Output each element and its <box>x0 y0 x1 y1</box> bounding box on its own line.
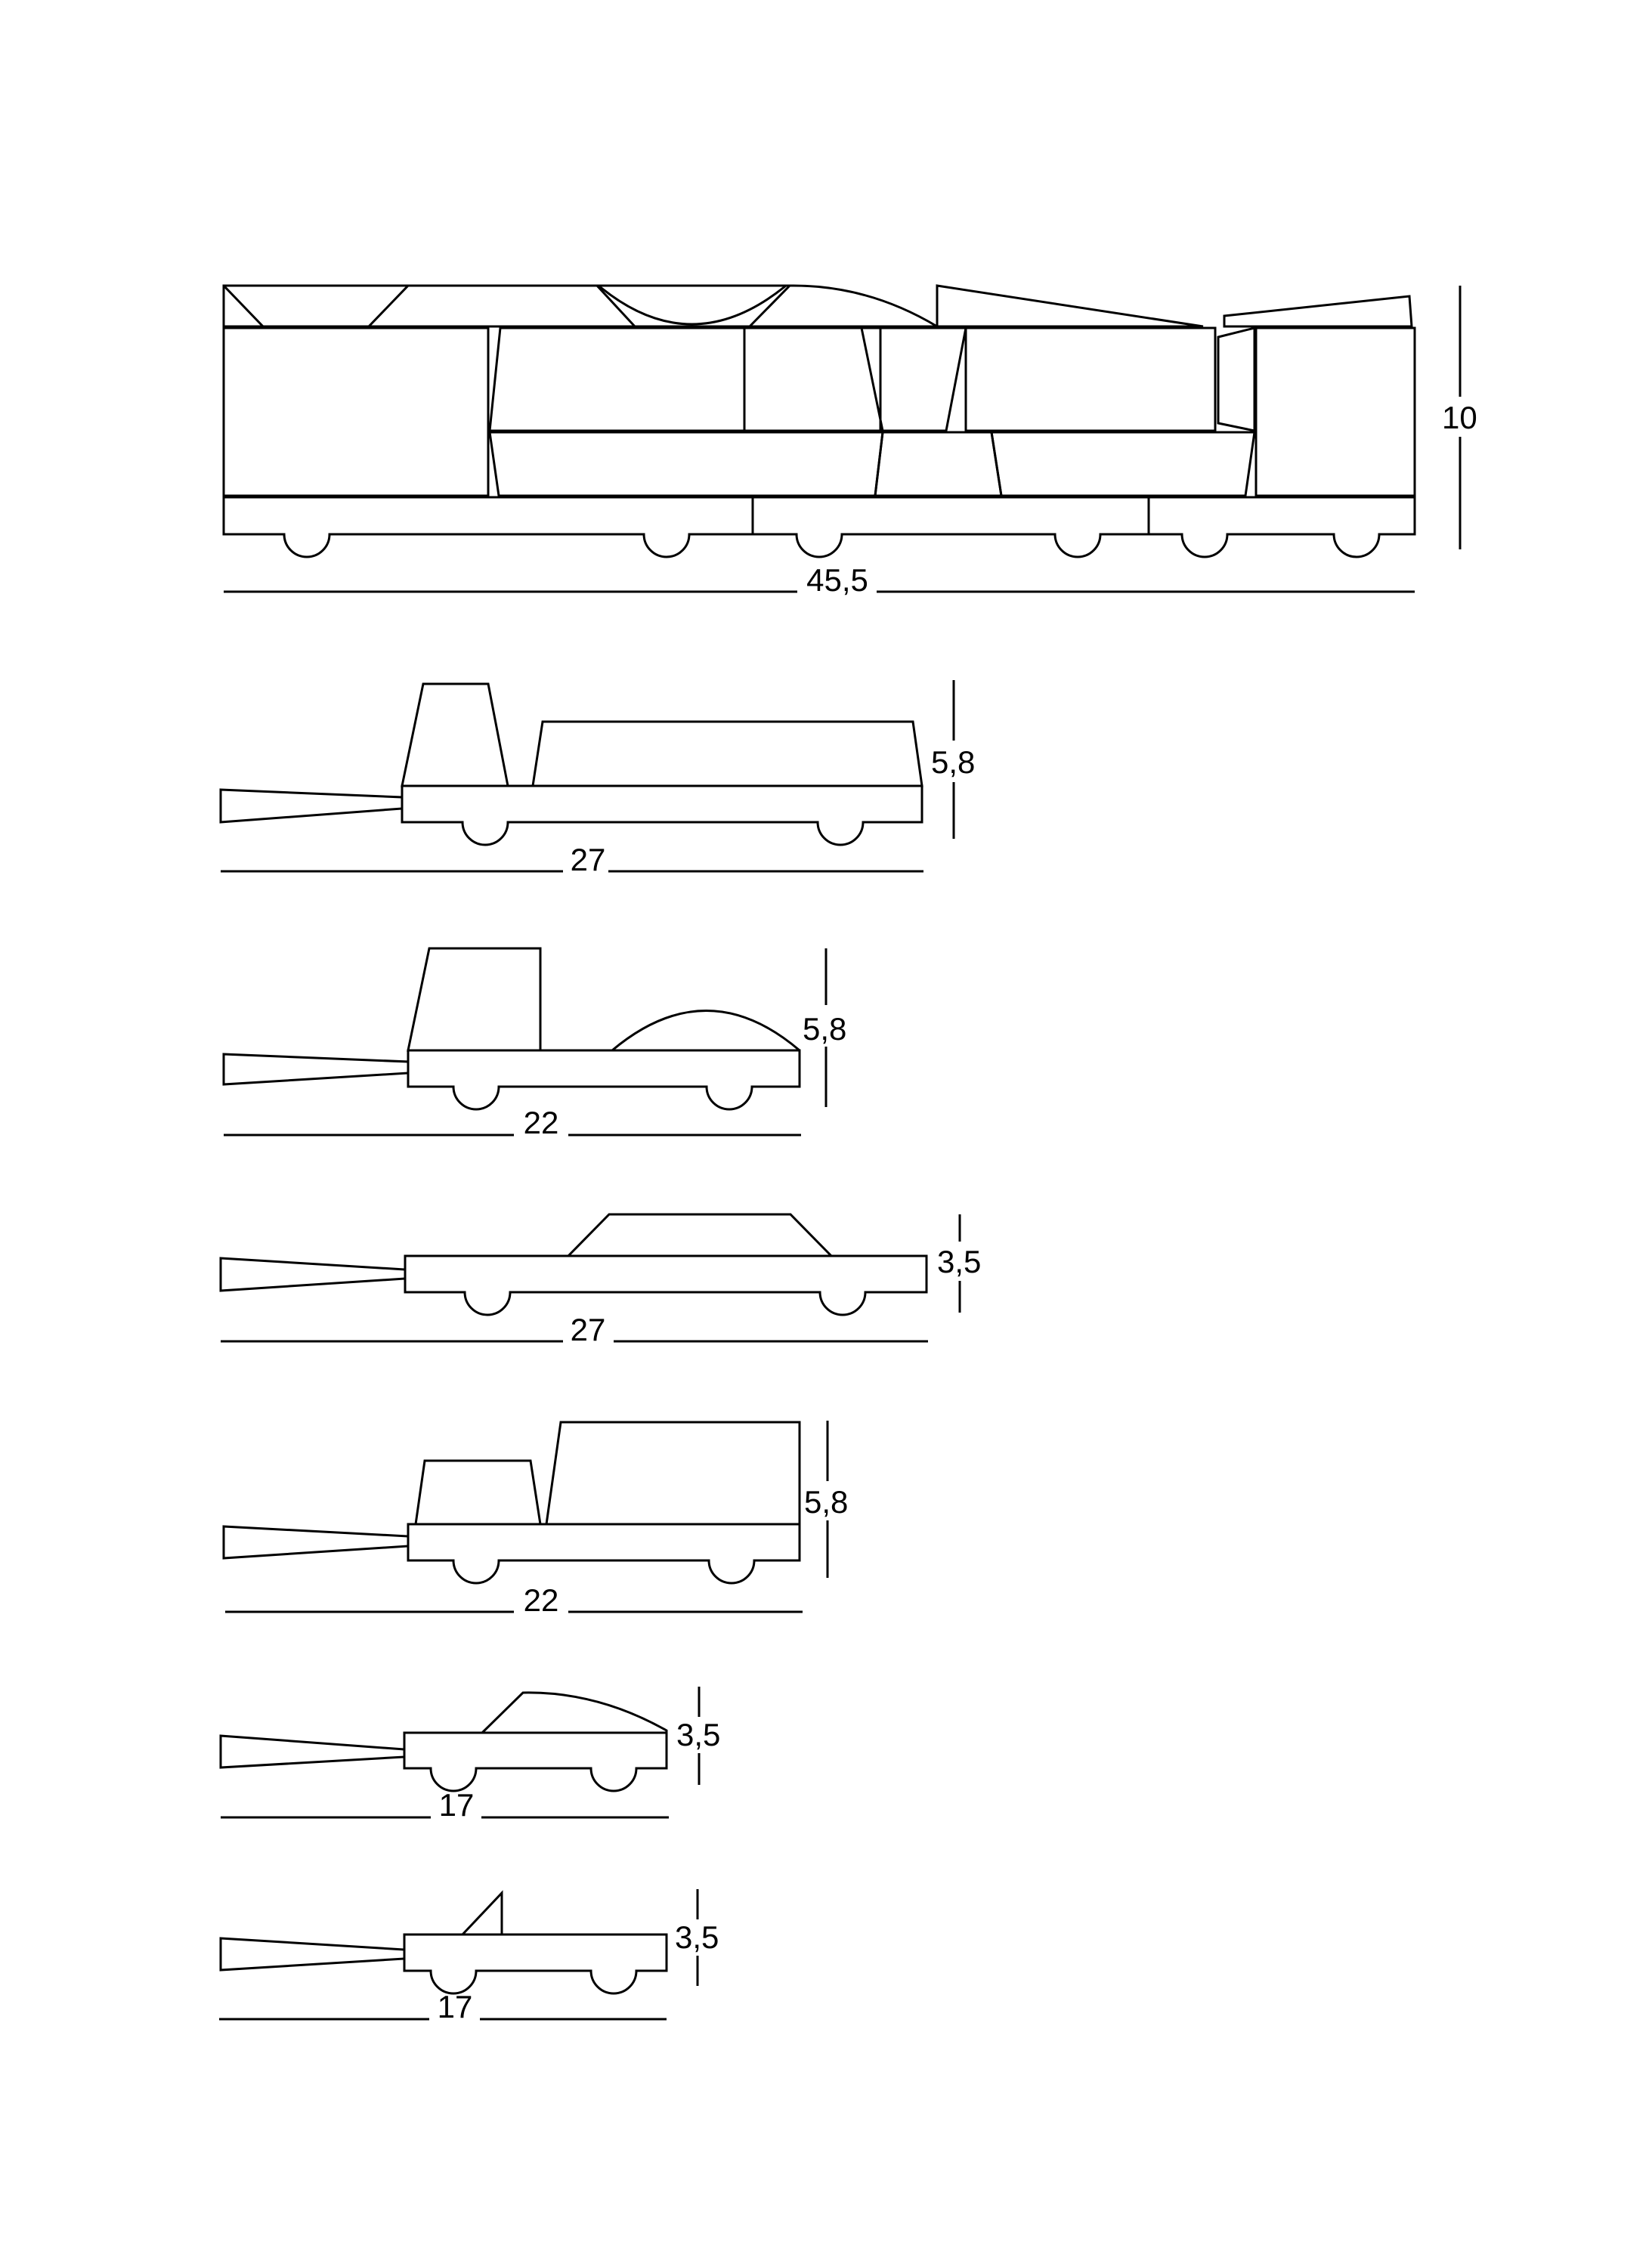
chassis <box>408 1524 800 1583</box>
block-center <box>744 328 880 431</box>
block-lower-mid <box>875 432 1001 496</box>
bottom-car-1 <box>224 497 753 557</box>
height-label: 5,8 <box>804 1484 849 1520</box>
roof <box>568 1214 831 1256</box>
length-label: 22 <box>523 1582 559 1618</box>
cabin <box>482 1693 667 1733</box>
figure-truck-box <box>224 1421 848 1618</box>
top-row-ramp-right <box>1224 296 1412 326</box>
block-lower-right <box>992 432 1254 496</box>
height-label: 5,8 <box>931 744 976 780</box>
figure-sedan <box>221 1214 981 1347</box>
bottom-car-2 <box>753 497 1149 557</box>
height-label: 3,5 <box>937 1244 982 1279</box>
figure-truck-crate <box>221 680 975 877</box>
length-label: 27 <box>570 1312 606 1347</box>
height-label: 10 <box>1442 400 1477 435</box>
tow-bar <box>221 1736 404 1768</box>
cab <box>402 684 508 786</box>
top-row-outline <box>224 286 937 326</box>
height-label: 3,5 <box>675 1919 719 1955</box>
length-label: 22 <box>523 1105 559 1140</box>
windshield <box>462 1893 502 1935</box>
block-middle-upper <box>490 328 744 431</box>
height-label: 5,8 <box>803 1011 847 1047</box>
top-row-slants <box>224 286 635 326</box>
cab <box>408 948 540 1050</box>
block-small-wedge <box>1218 328 1254 431</box>
crate <box>533 722 922 786</box>
figure-full-set <box>224 286 1477 598</box>
dome <box>612 1011 800 1051</box>
length-label: 17 <box>437 1989 473 2024</box>
chassis <box>402 786 922 845</box>
length-label: 17 <box>438 1787 475 1823</box>
tow-bar <box>224 1054 408 1084</box>
length-label: 45,5 <box>806 562 868 598</box>
block-left <box>224 328 488 496</box>
tow-bar <box>221 1938 404 1970</box>
block-trapezoid <box>862 328 966 431</box>
chassis <box>405 1256 927 1315</box>
chassis <box>404 1733 667 1791</box>
block-lower-left <box>490 432 883 496</box>
height-label: 3,5 <box>676 1717 721 1752</box>
length-label: 27 <box>570 842 606 877</box>
tow-bar <box>224 1526 408 1558</box>
block-far-right <box>1256 328 1415 496</box>
bottom-car-3 <box>1149 497 1415 557</box>
figure-convertible <box>219 1889 719 2024</box>
top-row-ramp <box>937 286 1203 326</box>
tow-bar <box>221 790 402 822</box>
figure-coupe <box>221 1687 720 1823</box>
chassis <box>404 1935 667 1993</box>
box <box>546 1422 800 1524</box>
figure-truck-dome <box>224 948 846 1140</box>
cab <box>416 1461 540 1524</box>
chassis <box>408 1050 800 1109</box>
block-right-upper <box>966 328 1215 431</box>
tow-bar <box>221 1258 405 1291</box>
